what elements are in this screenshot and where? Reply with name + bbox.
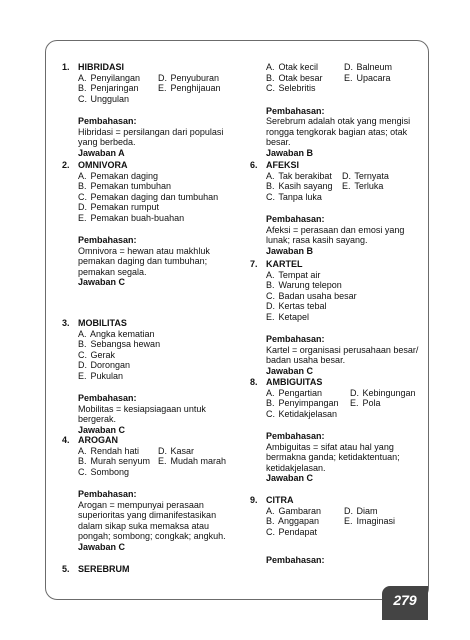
pembahasan: Pembahasan: Serebrum adalah otak yang mengisi rongga tengkorak bagian atas; otak besar. Jawaban B	[266, 106, 425, 159]
question-6	[250, 160, 425, 256]
answer: Jawaban A	[78, 147, 125, 158]
question-word: AFEKSI	[266, 160, 300, 170]
option: B. Kasih sayang	[266, 181, 333, 191]
pembahasan: Pembahasan: Afeksi = perasaan dan emosi yang lunak; rasa kasih sayang. Jawaban B	[266, 214, 425, 256]
options	[266, 270, 425, 323]
pembahasan: Pembahasan: Hibridasi = persilangan dari populasi yang berbeda. Jawaban A	[78, 116, 247, 158]
option: E. Penghijauan	[158, 83, 221, 93]
answer: Jawaban C	[266, 473, 314, 483]
question-word: CITRA	[266, 495, 294, 505]
option: C. Badan usaha besar	[266, 290, 357, 301]
option: A. Penyilangan	[78, 72, 141, 83]
option: A. Pengartian	[266, 387, 323, 398]
options	[78, 73, 247, 105]
pembahasan-title: Pembahasan:	[78, 116, 137, 126]
question-word: MOBILITAS	[78, 318, 127, 328]
answer: Jawaban B	[266, 245, 314, 256]
option: B. Sebangsa hewan	[78, 339, 161, 349]
option: C. Selebritis	[266, 83, 316, 93]
question-word: AMBIGUITAS	[266, 377, 323, 387]
option: D. Pemakan rumput	[78, 202, 160, 212]
question-number: 4.	[62, 435, 70, 445]
answer: Jawaban C	[78, 424, 126, 435]
options	[266, 62, 425, 94]
question-word: KARTEL	[266, 259, 303, 269]
pembahasan-title: Pembahasan:	[266, 214, 325, 224]
option: D. Kasar	[158, 445, 195, 456]
answer: Jawaban C	[78, 277, 126, 287]
question-2	[62, 160, 247, 288]
option: C. Pendapat	[266, 526, 318, 537]
pembahasan-title: Pembahasan:	[266, 334, 325, 344]
question-word: AROGAN	[78, 435, 118, 445]
answer: Jawaban C	[266, 365, 314, 376]
option: E. Mudah marah	[158, 456, 227, 466]
option: B. Warung telepon	[266, 280, 342, 290]
question-4	[62, 435, 247, 552]
question-number: 6.	[250, 160, 258, 170]
option: C. Tanpa luka	[266, 191, 322, 202]
option: A. Angka kematian	[78, 328, 155, 339]
question-3	[62, 318, 247, 435]
option: B. Murah senyum	[78, 456, 151, 466]
option: E. Pola	[350, 398, 381, 408]
option: A. Pemakan daging	[78, 170, 159, 181]
option: E. Pukulan	[78, 370, 124, 381]
option: B. Pemakan tumbuhan	[78, 181, 172, 191]
option: D. Ternyata	[342, 170, 389, 181]
question-1	[62, 62, 247, 158]
option: E. Ketapel	[266, 311, 310, 322]
question-word: OMNIVORA	[78, 160, 128, 170]
option: C. Unggulan	[78, 93, 130, 104]
options	[266, 388, 425, 420]
option: A. Otak kecil	[266, 62, 319, 72]
option: D. Balneum	[344, 62, 393, 72]
question-word: SEREBRUM	[78, 564, 130, 574]
option: E. Imaginasi	[344, 516, 396, 526]
question-word: HIBRIDASI	[78, 62, 125, 72]
options	[78, 329, 247, 382]
pembahasan-title: Pembahasan:	[78, 489, 137, 499]
question-number: 8.	[250, 377, 258, 387]
option: B. Anggapan	[266, 516, 320, 526]
option: B. Penjaringan	[78, 83, 139, 93]
page-number: 279	[393, 592, 417, 608]
question-number: 9.	[250, 495, 258, 505]
pembahasan: Pembahasan: Ambiguitas = sifat atau hal yang bermakna ganda; ketidaktentuan; ketidakjelasan. Jawaban C	[266, 431, 425, 484]
option: A. Rendah hati	[78, 445, 140, 456]
pembahasan: Pembahasan: Omnivora = hewan atau makhluk pemakan daging dan tumbuhan; pemakan segala. Jawaban C	[78, 235, 247, 288]
options	[266, 171, 425, 203]
option: B. Otak besar	[266, 72, 323, 83]
option: C. Gerak	[78, 349, 116, 360]
question-number: 3.	[62, 318, 70, 328]
option: E. Upacara	[344, 72, 391, 83]
option: E. Pemakan buah-buahan	[78, 212, 185, 223]
option: D. Diam	[344, 505, 378, 516]
pembahasan: Pembahasan: Arogan = mempunyai perasaan superioritas yang dimanifestasikan dalam sikap suka memaksa atau pongah; sombong; congkak; angkuh. Jawaban C	[78, 489, 247, 552]
option: D. Kebingungan	[350, 387, 416, 398]
pembahasan-title: Pembahasan:	[266, 555, 325, 565]
option: D. Kertas tebal	[266, 301, 327, 311]
option: E. Terluka	[342, 181, 384, 191]
question-7	[250, 259, 425, 376]
pembahasan-title: Pembahasan:	[266, 431, 325, 441]
pembahasan-title: Pembahasan:	[78, 393, 137, 403]
option: D. Dorongan	[78, 360, 131, 370]
pembahasan-title: Pembahasan:	[78, 235, 137, 245]
question-number: 2.	[62, 160, 70, 170]
answer: Jawaban C	[78, 541, 126, 552]
option: C. Sombong	[78, 466, 130, 477]
question-5	[62, 564, 247, 575]
question-number: 7.	[250, 259, 258, 269]
option: D. Penyuburan	[158, 72, 220, 83]
pembahasan: Pembahasan: Mobilitas = kesiapsiagaan untuk bergerak. Jawaban C	[78, 393, 247, 435]
options	[78, 446, 247, 478]
option: A. Tempat air	[266, 269, 321, 280]
option: A. Gambaran	[266, 505, 322, 516]
option: C. Pemakan daging dan tumbuhan	[78, 191, 219, 202]
option: B. Penyimpangan	[266, 398, 339, 408]
pembahasan: Pembahasan: Kartel = organisasi perusahaan besar/ badan usaha besar. Jawaban C	[266, 334, 425, 376]
answer: Jawaban B	[266, 147, 314, 158]
question-8	[250, 377, 425, 484]
question-number: 1.	[62, 62, 70, 72]
question-5-continued	[250, 62, 425, 158]
pembahasan	[266, 555, 425, 566]
question-9	[250, 495, 425, 566]
question-number: 5.	[62, 564, 70, 574]
pembahasan-title: Pembahasan:	[266, 105, 325, 116]
option: A. Tak berakibat	[266, 170, 332, 181]
option: C. Ketidakjelasan	[266, 408, 338, 419]
options	[266, 506, 425, 538]
options	[78, 171, 247, 224]
